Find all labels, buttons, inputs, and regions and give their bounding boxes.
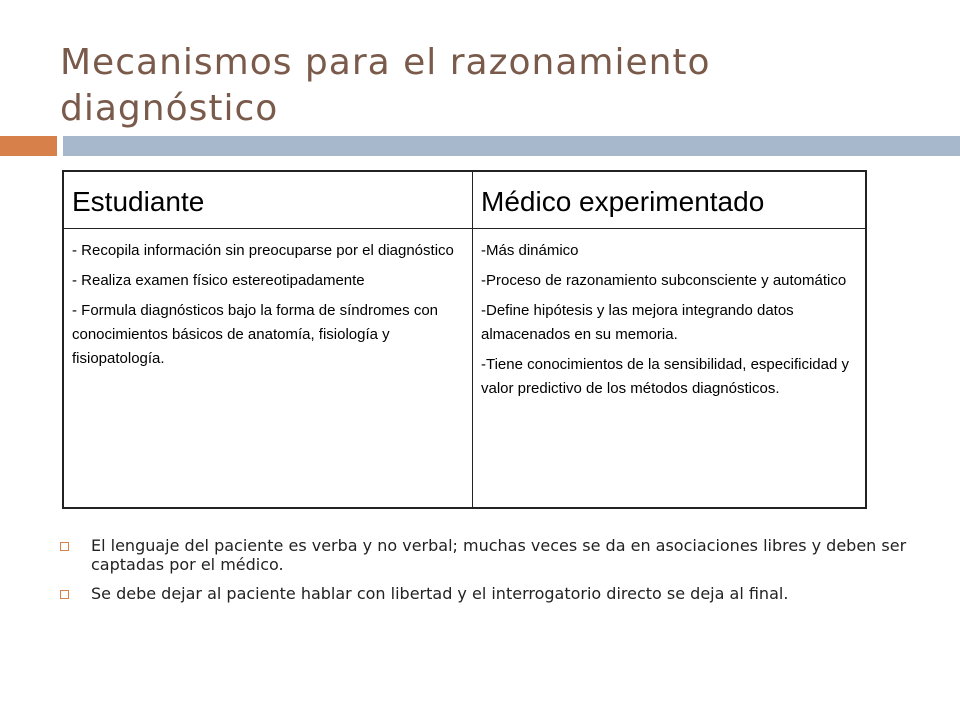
accent-bar-orange [0,136,57,156]
estudiante-item: - Realiza examen físico estereotipadamente [72,272,365,289]
medico-item: -Más dinámico [481,242,579,259]
table-body-row [63,229,866,509]
bullet-list [58,536,908,613]
bullet-item [58,584,908,603]
header-estudiante: Estudiante [63,171,473,229]
header-medico: Médico experimentado [473,171,867,229]
medico-item: -Tiene conocimientos de la sensibilidad, especificidad y valor predictivo de los métodos diagnósticos. [481,356,849,397]
slide-title [60,40,920,132]
square-bullet-icon [60,590,69,599]
estudiante-item: - Formula diagnósticos bajo la forma de síndromes con conocimientos básicos de anatomía, fisiología y fisiopatología. [72,302,439,367]
estudiante-item: - Recopila información sin preocuparse por el diagnóstico [72,242,454,259]
bullet-text: El lenguaje del paciente es verba y no verbal; muchas veces se da en asociaciones libres y deben ser captadas por el médico. [91,536,907,574]
bullet-text: Se debe dejar al paciente hablar con libertad y el interrogatorio directo se deja al final. [91,584,789,603]
accent-bar-blue [63,136,960,156]
slide-title-line-2: diagnóstico [60,88,279,129]
slide-title-line-1: Mecanismos para el razonamiento [60,42,711,83]
medico-cell [473,229,867,509]
estudiante-cell [63,229,473,509]
table-header-row [63,171,866,229]
medico-item: -Define hipótesis y las mejora integrando datos almacenados en su memoria. [481,302,794,343]
medico-item: -Proceso de razonamiento subconsciente y automático [481,272,847,289]
square-bullet-icon [60,542,69,551]
bullet-item [58,536,908,574]
comparison-table [62,170,867,509]
